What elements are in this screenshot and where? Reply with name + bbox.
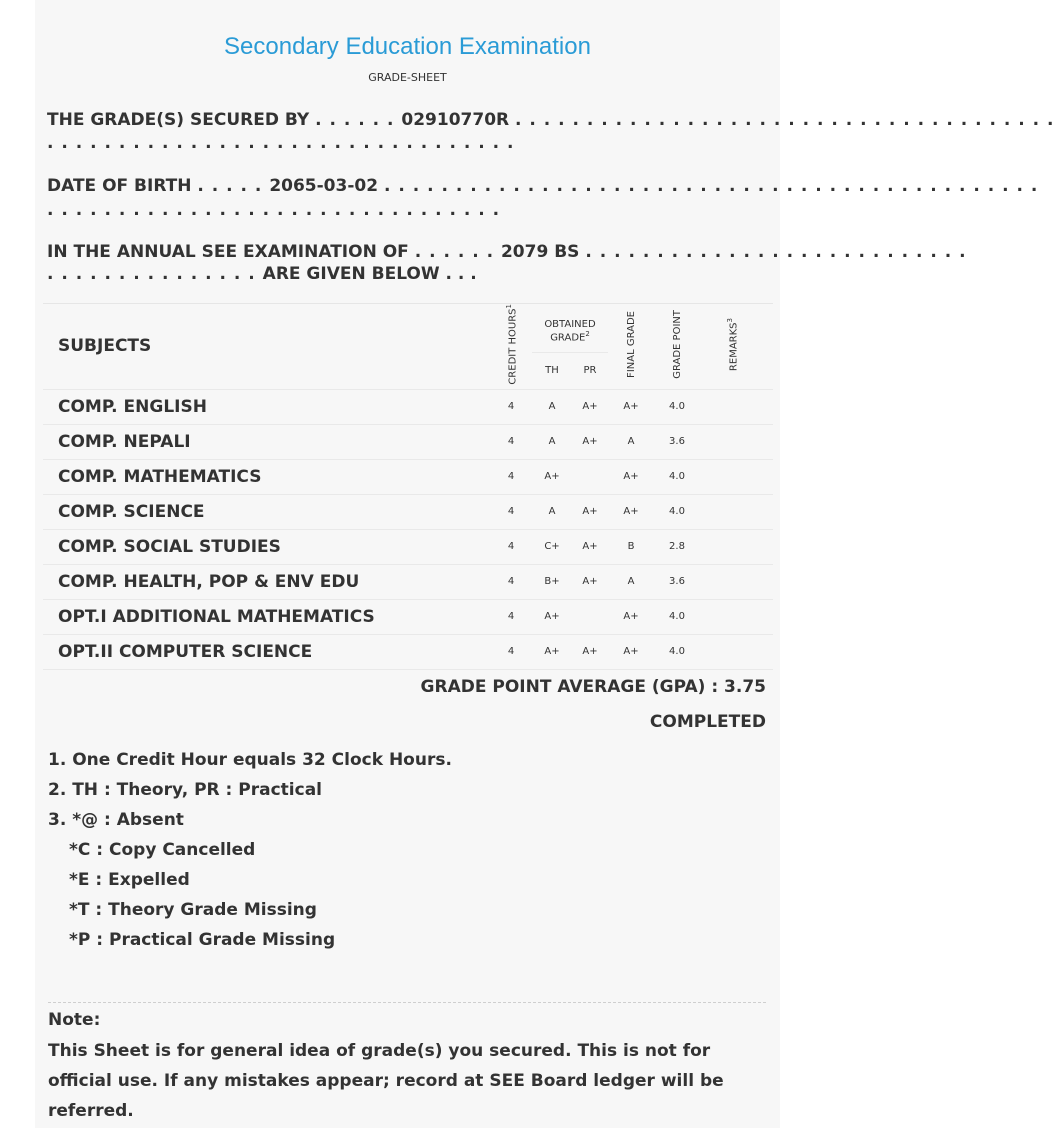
table-row xyxy=(43,634,773,669)
theory-grade-cell: A xyxy=(532,424,572,459)
remarks-cell xyxy=(700,529,773,564)
grade-point-cell: 3.6 xyxy=(654,424,700,459)
secured-by-line: THE GRADE(S) SECURED BY . . . . . . 02910770R . . . . . . . . . . . . . . . . . . . . . . . . . . . . . . . . . . . . . . xyxy=(47,110,1054,130)
table-row xyxy=(43,529,773,564)
legend-item: 1. One Credit Hour equals 32 Clock Hours. xyxy=(48,750,452,770)
remarks-cell xyxy=(700,424,773,459)
practical-grade-cell: A+ xyxy=(572,634,608,669)
table-row xyxy=(43,564,773,599)
credit-hours-cell: 4 xyxy=(490,564,532,599)
legend-item: 2. TH : Theory, PR : Practical xyxy=(48,780,323,800)
practical-grade-cell: A+ xyxy=(572,494,608,529)
exam-label: IN THE ANNUAL SEE EXAMINATION OF xyxy=(47,242,409,262)
final-grade-cell: A+ xyxy=(608,599,654,634)
legend-item: *E : Expelled xyxy=(69,870,190,890)
practical-grade-cell xyxy=(572,599,608,634)
table-row xyxy=(43,494,773,529)
given-below-line: . . . . . . . . . . . . . . . ARE GIVEN BELOW . . . xyxy=(47,264,477,284)
theory-grade-cell: B+ xyxy=(532,564,572,599)
remarks-cell xyxy=(700,494,773,529)
table-row xyxy=(43,459,773,494)
credit-hours-cell: 4 xyxy=(490,459,532,494)
exam-line: IN THE ANNUAL SEE EXAMINATION OF . . . . . . 2079 BS . . . . . . . . . . . . . . . . . . . . . . . . . . . xyxy=(47,242,967,262)
header-remarks: REMARKS$^3$ xyxy=(700,304,773,389)
credit-hours-cell: 4 xyxy=(490,389,532,424)
credit-hours-cell: 4 xyxy=(490,599,532,634)
subject-name: COMP. SCIENCE xyxy=(43,494,490,529)
dob-label: DATE OF BIRTH xyxy=(47,176,192,196)
exam-year: 2079 BS xyxy=(500,242,580,262)
note-text: This Sheet is for general idea of grade(s) you secured. This is not for official use. If any mistakes appear; record at SEE Board ledger will be referred. xyxy=(48,1041,724,1121)
final-grade-cell: A+ xyxy=(608,494,654,529)
subject-name: COMP. MATHEMATICS xyxy=(43,459,490,494)
header-credit-hours: CREDIT HOURS$^1$ xyxy=(490,304,532,389)
final-grade-cell: A xyxy=(608,424,654,459)
theory-grade-cell: A+ xyxy=(532,634,572,669)
credit-hours-cell: 4 xyxy=(490,634,532,669)
final-grade-cell: A+ xyxy=(608,389,654,424)
legend-item: *T : Theory Grade Missing xyxy=(69,900,317,920)
subject-name: OPT.II COMPUTER SCIENCE xyxy=(43,634,490,669)
grade-sheet xyxy=(35,0,1054,1128)
legend-item: 3. *@ : Absent xyxy=(48,810,184,830)
grade-point-cell: 4.0 xyxy=(654,459,700,494)
subject-name: OPT.I ADDITIONAL MATHEMATICS xyxy=(43,599,490,634)
theory-grade-cell: A xyxy=(532,389,572,424)
final-grade-cell: A xyxy=(608,564,654,599)
final-grade-cell: B xyxy=(608,529,654,564)
grade-point-cell: 3.6 xyxy=(654,564,700,599)
final-grade-cell: A+ xyxy=(608,459,654,494)
practical-grade-cell: A+ xyxy=(572,389,608,424)
grade-point-cell: 4.0 xyxy=(654,494,700,529)
theory-grade-cell: A+ xyxy=(532,459,572,494)
theory-grade-cell: A xyxy=(532,494,572,529)
legend-item: *P : Practical Grade Missing xyxy=(69,930,336,950)
dob-line: DATE OF BIRTH . . . . . 2065-03-02 . . . . . . . . . . . . . . . . . . . . . . . . . . . . . . . . . . . . . . . . . . . . . . xyxy=(47,176,1039,196)
credit-hours-cell: 4 xyxy=(490,529,532,564)
subject-name: COMP. SOCIAL STUDIES xyxy=(43,529,490,564)
grade-point-cell: 4.0 xyxy=(654,634,700,669)
note-divider xyxy=(48,1002,766,1003)
grade-point-cell: 2.8 xyxy=(654,529,700,564)
header-final-grade: FINAL GRADE xyxy=(608,304,654,389)
practical-grade-cell: A+ xyxy=(572,424,608,459)
remarks-cell xyxy=(700,634,773,669)
practical-grade-cell: A+ xyxy=(572,529,608,564)
grade-point-cell: 4.0 xyxy=(654,599,700,634)
subject-name: COMP. HEALTH, POP & ENV EDU xyxy=(43,564,490,599)
header-pr: PR xyxy=(572,353,608,390)
subject-name: COMP. NEPALI xyxy=(43,424,490,459)
credit-hours-cell: 4 xyxy=(490,424,532,459)
theory-grade-cell: C+ xyxy=(532,529,572,564)
theory-grade-cell: A+ xyxy=(532,599,572,634)
practical-grade-cell xyxy=(572,459,608,494)
symbol-number: 02910770R xyxy=(401,110,510,130)
grade-point-cell: 4.0 xyxy=(654,389,700,424)
header-subjects: SUBJECTS xyxy=(43,304,490,389)
note-title: Note: xyxy=(48,1010,101,1030)
remarks-cell xyxy=(700,599,773,634)
header-obtained-grade: OBTAINED GRADE$^2$ xyxy=(532,304,608,353)
legend-item: *C : Copy Cancelled xyxy=(69,840,256,860)
remarks-cell xyxy=(700,564,773,599)
result-status: COMPLETED xyxy=(649,712,766,732)
secured-by-label: THE GRADE(S) SECURED BY xyxy=(47,110,310,130)
table-row xyxy=(43,599,773,634)
practical-grade-cell: A+ xyxy=(572,564,608,599)
remarks-cell xyxy=(700,389,773,424)
header-grade-point: GRADE POINT xyxy=(654,304,700,389)
grades-table xyxy=(43,304,773,670)
final-grade-cell: A+ xyxy=(608,634,654,669)
table-row xyxy=(43,389,773,424)
given-below-text: ARE GIVEN BELOW . . . xyxy=(262,264,477,284)
dob-value: 2065-03-02 xyxy=(269,176,379,196)
dots-line: . . . . . . . . . . . . . . . . . . . . . . . . . . . . . . . . . xyxy=(47,133,515,153)
table-row xyxy=(43,424,773,459)
page-title: Secondary Education Examination xyxy=(224,33,591,60)
gpa-summary: GRADE POINT AVERAGE (GPA) : 3.75 xyxy=(420,677,766,697)
page-subtitle: GRADE-SHEET xyxy=(368,71,447,84)
credit-hours-cell: 4 xyxy=(490,494,532,529)
header-th: TH xyxy=(532,353,572,390)
dots-line: . . . . . . . . . . . . . . . . . . . . . . . . . . . . . . . . xyxy=(47,200,501,220)
subject-name: COMP. ENGLISH xyxy=(43,389,490,424)
remarks-cell xyxy=(700,459,773,494)
